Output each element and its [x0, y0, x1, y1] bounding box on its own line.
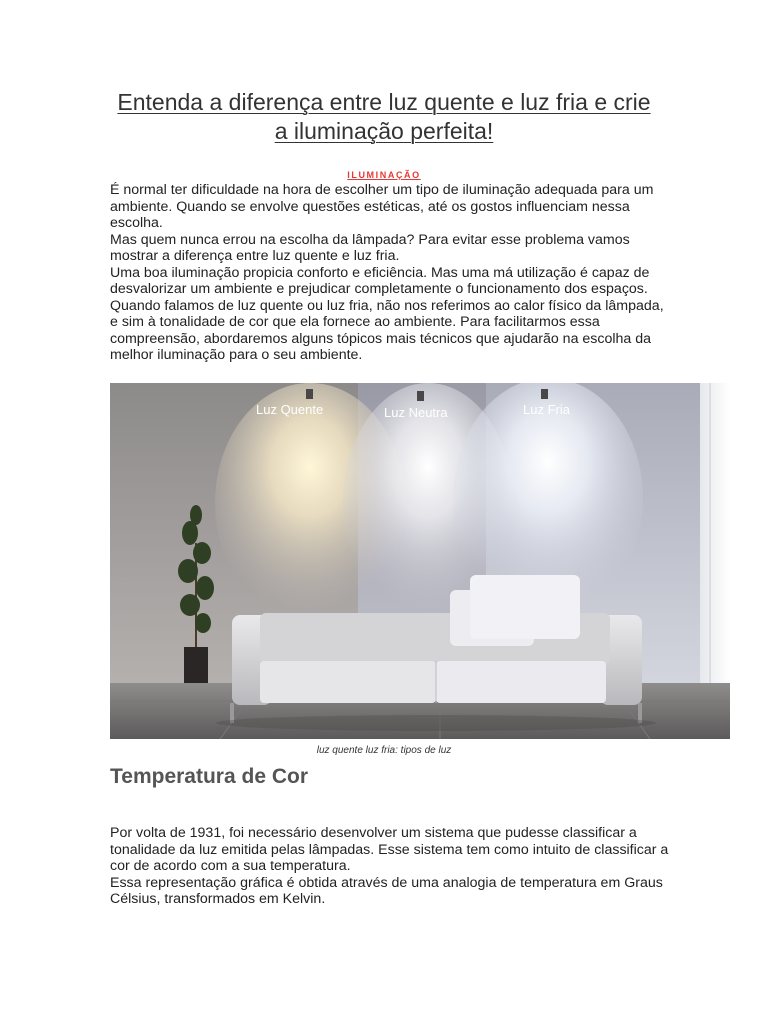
label-luz-fria: Luz Fria [523, 402, 570, 417]
label-luz-neutra: Luz Neutra [384, 405, 448, 420]
section-text [110, 825, 670, 908]
intro-paragraph-2: Mas quem nunca errou na escolha da lâmpada? Para evitar esse problema vamos mostrar a diferença entre luz quente e luz fria. [110, 231, 630, 264]
lighting-comparison-photo [110, 383, 730, 739]
article-title[interactable]: Entenda a diferença entre luz quente e luz fria e crie a iluminação perfeita! [117, 89, 651, 144]
intro-text [110, 182, 670, 364]
intro-paragraph-3: Uma boa iluminação propicia conforto e eficiência. Mas uma má utilização é capaz de desvalorizar um ambiente e prejudicar completamente o funcionamento dos espaços. [110, 264, 650, 297]
category-link[interactable]: ILUMINAÇÃO [347, 170, 421, 180]
section-paragraph-1: Por volta de 1931, foi necessário desenvolver um sistema que pudesse classificar a tonalidade da luz emitida pelas lâmpadas. Esse sistema tem como intuito de classificar a cor de acordo com a sua temperatura. [110, 825, 669, 874]
section-paragraph-2: Essa representação gráfica é obtida através de uma analogia de temperatura em Graus Célsius, transformados em Kelvin. [110, 874, 663, 907]
intro-paragraph-1: É normal ter dificuldade na hora de escolher um tipo de iluminação adequada para um ambiente. Quando se envolve questões estéticas, até os gostos influenciam nessa escolha. [110, 182, 654, 231]
section-heading: Temperatura de Cor [110, 765, 308, 788]
label-luz-quente: Luz Quente [256, 402, 324, 417]
intro-paragraph-4: Quando falamos de luz quente ou luz fria, não nos referimos ao calor físico da lâmpada, e sim à tonalidade de cor que ela fornece ao ambiente. Para facilitarmos essa compreensão, abordaremos alguns tópicos mais técnicos que ajudarão na escolha da melhor iluminação para o seu ambiente. [110, 297, 664, 363]
image-caption: luz quente luz fria: tipos de luz [316, 745, 452, 756]
